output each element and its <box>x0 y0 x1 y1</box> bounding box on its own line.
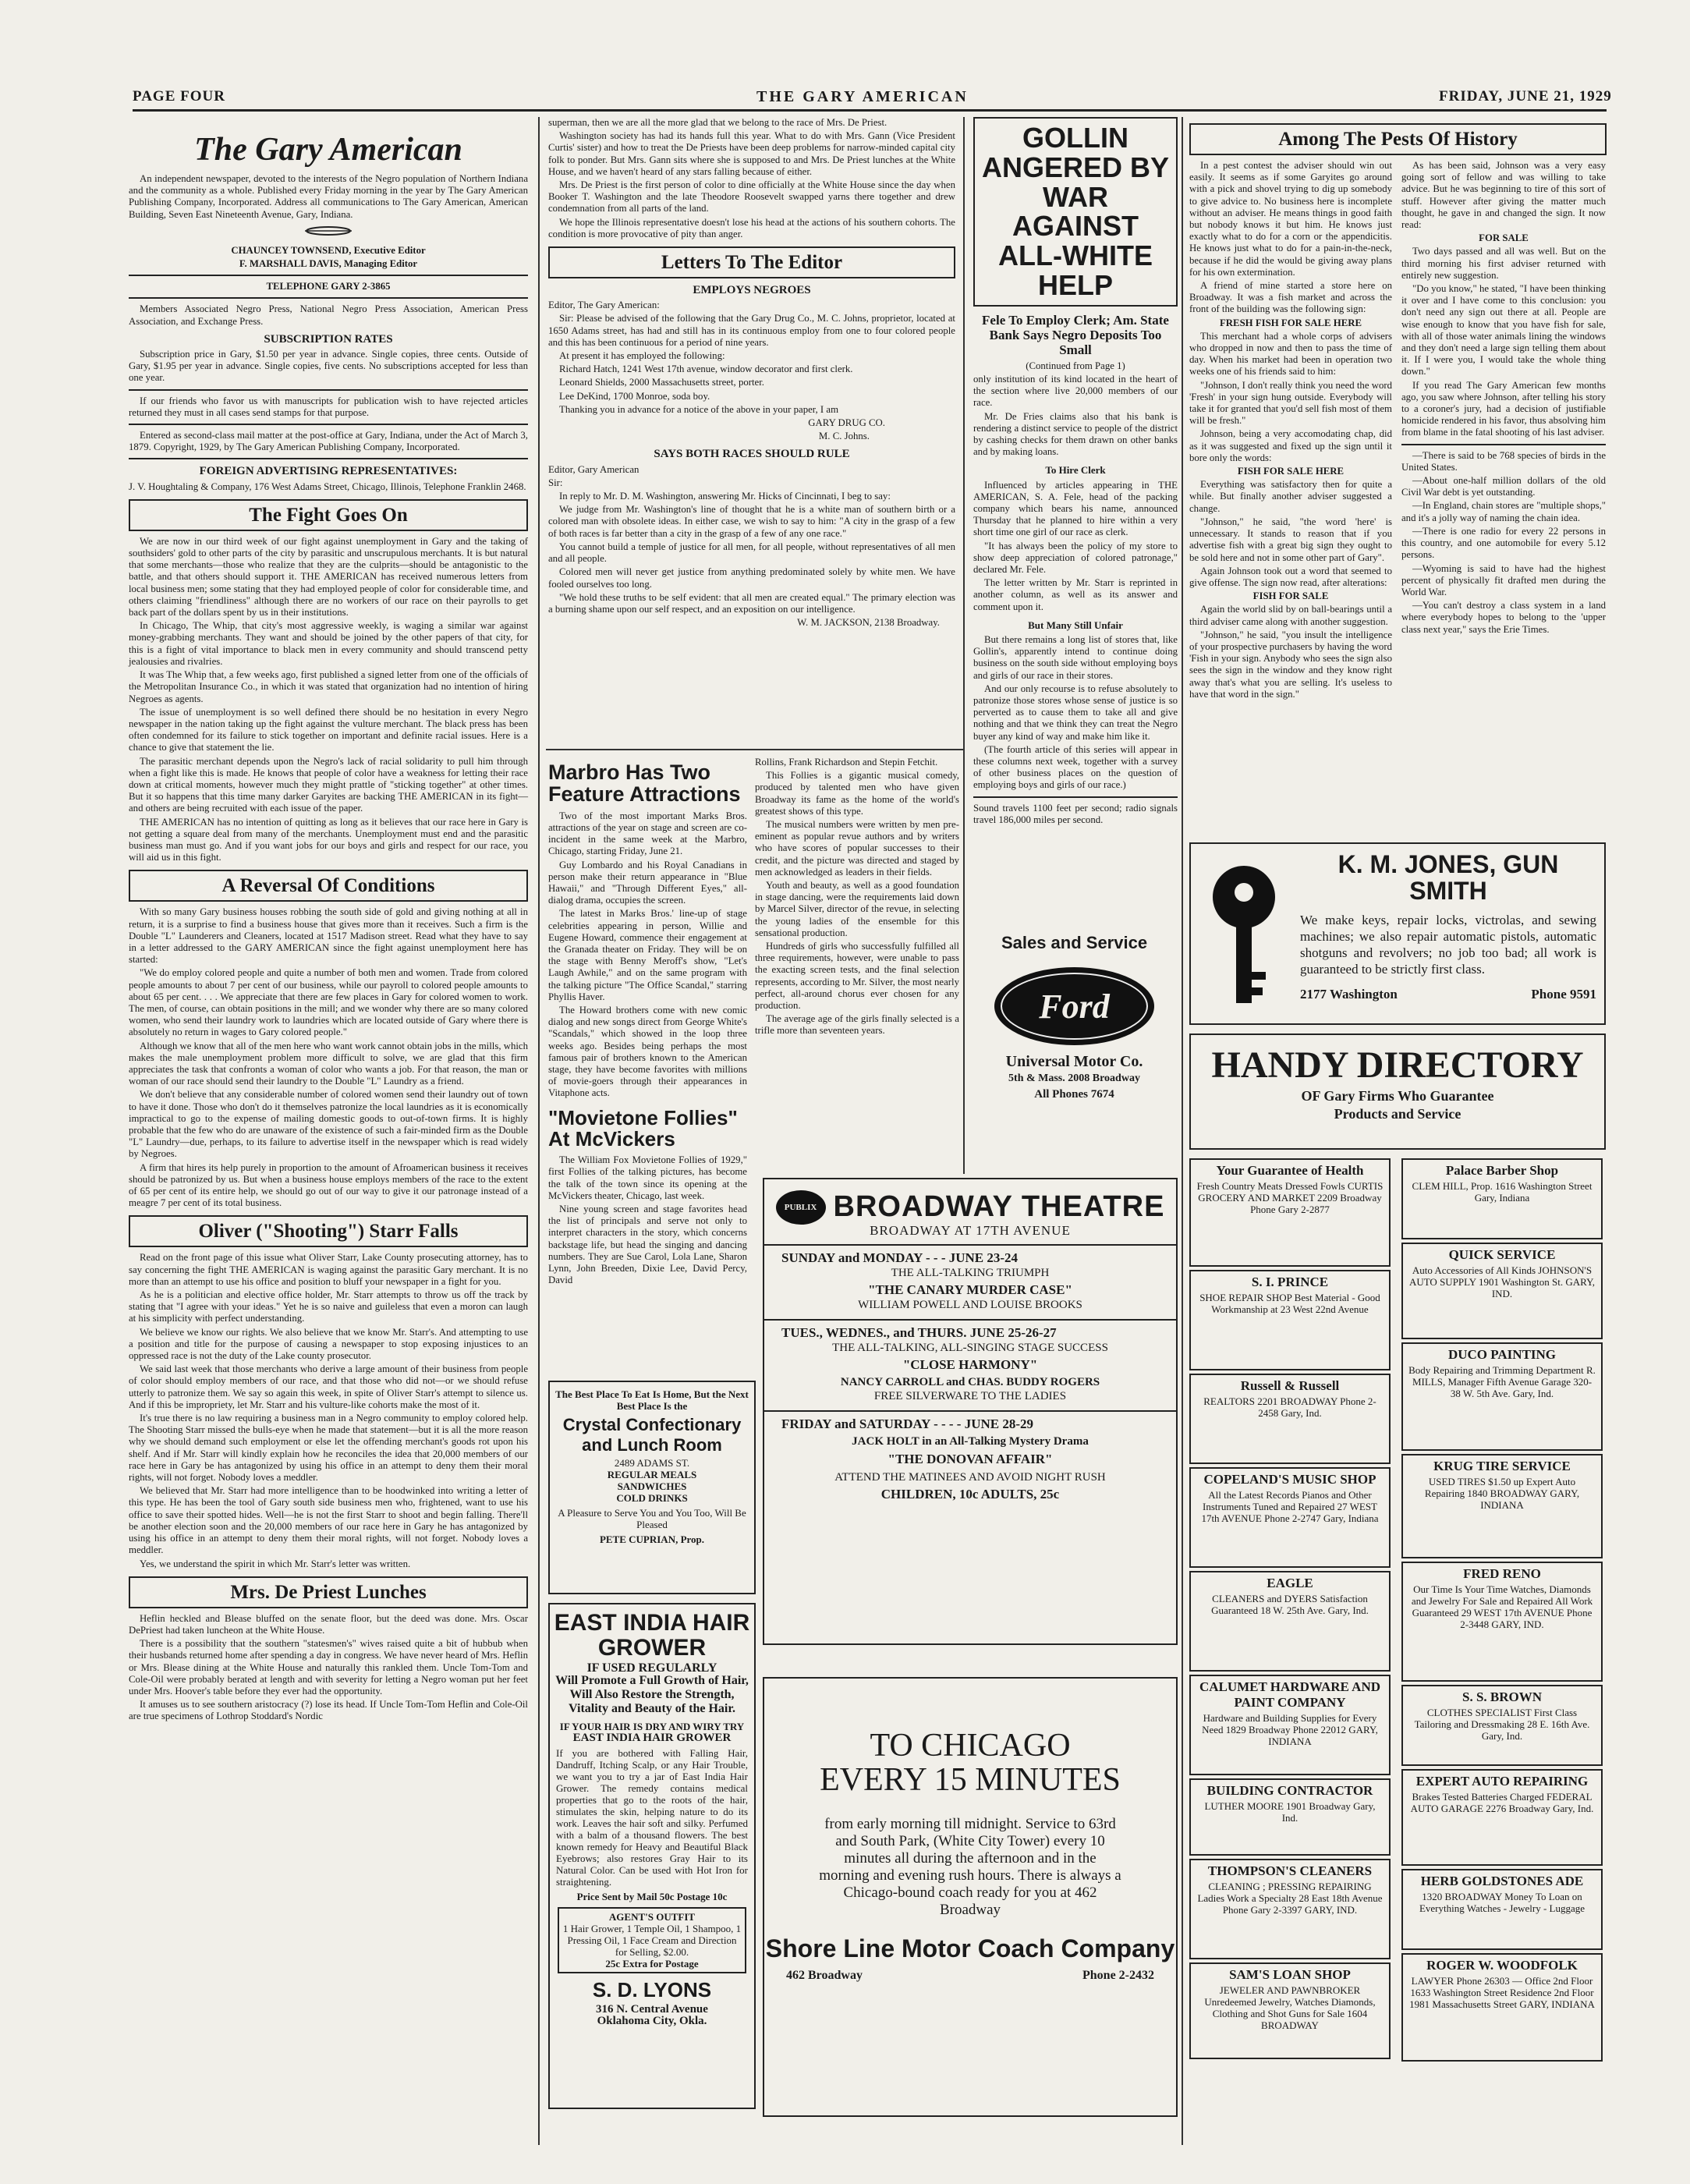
fight-headline: The Fight Goes On <box>129 499 528 531</box>
key-icon <box>1202 863 1286 1015</box>
directory-listing: EAGLE CLEANERS and DYERS Satisfaction Guaranteed 18 W. 25th Ave. Gary, Ind. <box>1189 1571 1391 1672</box>
handy-directory-banner: HANDY DIRECTORY OF Gary Firms Who Guarantee Products and Service <box>1189 1034 1606 1150</box>
jones-gunsmith-ad: K. M. JONES, GUN SMITH We make keys, repair locks, victrolas, and sewing machines; we also repair automatic pistols, automatic shotguns and revolvers; no job too bad; all work is guaranteed to be strictly first class. 2177 Washington Phone 9591 <box>1189 842 1606 1025</box>
directory-listing: COPELAND'S MUSIC SHOP All the Latest Records Pianos and Other Instruments Tuned and Repaired 27 WEST 17th AVENUE Phone 2-2747 Gary, Indiana <box>1189 1467 1391 1568</box>
gollin-article: GOLLIN ANGERED BY WAR AGAINST ALL-WHITE HELP Fele To Employ Clerk; Am. State Bank Says Negro Deposits Too Small (Continued from Page 1) only institution of its kind located in the heart of the section where live 20,000 members of our race. Mr. De Fries claims also that his bank is rendering a distinct service to people of the district by cashing checks for them drawn on other banks and by making loans. To Hire Clerk Influenced by articles appearing in THE AMERICAN, S. A. Fele, head of the packing company which bears his name, announced Thursday that he planned to hire within a very short time one girl of our race as clerk. "It has always been the policy of my store to show deep appreciation of colored patronage," declared Mr. Fele. The letter written by Mr. Starr is reprinted in another column, as well as its answer and comment upon it. But Many Still Unfair But there remains a long list of stores that, like Gollin's, apparently intend to continue doing business on the south side without employing boys and girls of our race in their stores. And our only recourse is to refuse absolutely to patronize those stores whose sense of justice is so perverted as to cause them to take all and give nothing and that we think they can treat the Negro buyer any kind of way and make him like it. (The fourth article of this series will appear in these columns next week, together with a survey of other business places on the question of employing boys and girls of our race.) Sound travels 1100 feet per second; radio signals travel 186,000 miles per second. <box>973 117 1178 928</box>
directory-listing: EXPERT AUTO REPAIRING Brakes Tested Batteries Charged FEDERAL AUTO GARAGE 2276 Broadway Gary, Ind. <box>1401 1769 1603 1866</box>
publix-badge: PUBLIX <box>776 1190 826 1225</box>
letter2-heading: SAYS BOTH RACES SHOULD RULE <box>654 448 850 461</box>
paper-name: THE GARY AMERICAN <box>756 88 969 105</box>
subscription-heading: SUBSCRIPTION RATES <box>264 332 393 346</box>
depriest-article: Heflin heckled and Blease bluffed on the senate floor, but the deed was done. Mrs. Oscar DePriest had taken luncheon at the White House. There is a possibility that the southern "statesmen's" wives raised quite a bit of hubbub when their husbands returned home after spending a day in congress. We have never heard of Mrs. Heflin or Mrs. Blease dining at the White House and naturally this rankled them. Uncle Tom-Tom and Cole-Oil were probably berated at length and with severity for letting a Negro woman put her feet under Mrs. Hoover's table before they ever had the opportunity. It amuses us to see southern aristocracy (?) lose its head. If Uncle Tom-Tom Heflin and Cole-Oil are true specimens of Lothrop Stoddard's Nordic <box>129 1612 528 1722</box>
masthead-intro: An independent newspaper, devoted to the interests of the Negro population of Northern Indiana and the community as a whole. Published every Friday morning in the year by The Gary American Publishing Company, Incorporated. Address all communications to The Gary American, American Building, Seven East Nineteenth Avenue, Gary, Indiana. <box>129 173 528 220</box>
reversal-headline: A Reversal Of Conditions <box>129 870 528 902</box>
foreign-representatives: J. V. Houghtaling & Company, 176 West Adams Street, Chicago, Illinois, Telephone Franklin 2468. <box>129 480 526 492</box>
directory-listing: S. S. BROWN CLOTHES SPECIALIST First Class Tailoring and Dressmaking 28 E. 16th Ave. Gary, Ind. <box>1401 1685 1603 1766</box>
shore-line-ad: TO CHICAGO EVERY 15 MINUTES from early morning till midnight. Service to 63rd and South Park, (White City Tower) every 10 minutes all during the afternoon and in the morning and evening rush hours. There is always a Chicago-bound coach ready for you at 462 Broadway Shore Line Motor Coach Company 462 Broadway Phone 2-2432 <box>763 1677 1178 2117</box>
letter1: Editor, The Gary American: Sir: Please be advised of the following that the Gary Drug Co., M. C. Johns, proprietor, located at 1650 Adams street, has had and still has in its continuous employ from one to four colored people and this has been continuous for a period of nine years. At present it has employed the following: Richard Hatch, 1241 West 17th avenue, window decorator and first clerk. Leonard Shields, 2000 Massachusetts street, porter. Lee DeKind, 1700 Monroe, soda boy. Thanking you in advance for a notice of the above in your paper, I am GARY DRUG CO. M. C. Johns. <box>548 300 955 442</box>
marbro-headline: Marbro Has Two Feature Attractions <box>548 760 741 807</box>
directory-listing: THOMPSON'S CLEANERS CLEANING ; PRESSING REPAIRING Ladies Work a Specialty 28 East 18th Avenue Phone Gary 2-3397 GARY, IND. <box>1189 1859 1391 1959</box>
theatre-name: BROADWAY THEATRE <box>833 1190 1165 1224</box>
letter2: Editor, Gary American Sir: In reply to Mr. D. M. Washington, answering Mr. Hicks of Cincinnati, I beg to say: We judge from Mr. Washington's line of thought that he is a white man of southern birth or a colored man with obsolete ideas. In either case, we wish to say to him: "A city in the grasp of a few of both races is far better than a city in the grasp of a few of any one race." You cannot build a temple of justice for all men, for all people, without representatives of all men and all people. Colored men will never get justice from anything predominated solely by white men. We have fooled ourselves too long. "We hold these truths to be self evident: that all men are created equal." The primary election was a burning shame upon our self respect, and an exposition on our intelligence. W. M. JACKSON, 2138 Broadway. <box>548 463 955 629</box>
east-india-hair-grower-ad: EAST INDIA HAIR GROWER IF USED REGULARLY Will Promote a Full Growth of Hair, Will Also Restore the Strength, Vitality and Beauty of the Hair. IF YOUR HAIR IS DRY AND WIRY TRY EAST INDIA HAIR GROWER If you are bothered with Falling Hair, Dandruff, Itching Scalp, or any Hair Trouble, we want you to try a jar of East India Hair Grower. The remedy contains medical properties that go to the roots of the hair, stimulates the skin, helping nature to do its work. Leaves the hair soft and silky. Perfumed with a balm of a thousand flowers. The best known remedy for Heavy and Beautiful Black Eyebrows; also restores Gray Hair to its Natural Color. Can be used with Hot Iron for straightening. Price Sent by Mail 50c Postage 10c AGENT'S OUTFIT 1 Hair Grower, 1 Temple Oil, 1 Shampoo, 1 Pressing Oil, 1 Face Cream and Direction for Selling, $2.00. 25c Extra for Postage S. D. LYONS 316 N. Central Avenue Oklahoma City, Okla. <box>548 1603 756 2109</box>
issue-date: FRIDAY, JUNE 21, 1929 <box>1439 88 1612 105</box>
directory-listing: KRUG TIRE SERVICE USED TIRES $1.50 up Expert Auto Repairing 1840 BROADWAY GARY, INDIANA <box>1401 1454 1603 1558</box>
subscription-rates: Subscription price in Gary, $1.50 per year in advance. Single copies, three cents. Outside of Gary, $1.95 per year in advance. Single copies, five cents. No subscriptions accepted for less than one year. <box>129 349 528 384</box>
telephone: TELEPHONE GARY 2-3865 <box>266 281 391 292</box>
letters-headline: Letters To The Editor <box>548 246 955 278</box>
manuscript-notice: If our friends who favor us with manuscripts for publication wish to have rejected articles returned they must in all cases send stamps for that purpose. <box>129 395 528 418</box>
center-column-top <box>548 117 955 725</box>
directory-listing: HERB GOLDSTONES ADE 1320 BROADWAY Money To Loan on Everything Watches - Jewelry - Luggage <box>1401 1869 1603 1950</box>
executive-editor: CHAUNCEY TOWNSEND, Executive Editor <box>231 244 426 256</box>
oliver-headline: Oliver ("Shooting") Starr Falls <box>129 1215 528 1247</box>
page-number: PAGE FOUR <box>133 88 225 105</box>
header-rule <box>133 109 1607 112</box>
fight-article: We are now in our third week of our fight against unemployment in Gary and the taking of southsiders' gold to other parts of the city by parasitic and unscrupulous merchants. It is but natural that some merchants—those who realize that they are the culprits—should be antagonistic to the battle, and that others should support it. THE AMERICAN has received numerous letters from local business men; some stating that they had employed people of color for considerable time, and others claiming "friendliness" although there are no workers of our race on their payrolls to get back part of the dollars spent by us in their institutions. In Chicago, The Whip, that city's most aggressive weekly, is waging a similar war against money-grabbing merchants. They want and should be joined by the other papers of that city, for this is a fight of vital importance to black men in every community and should transcend petty jealousies and rivalries. It was The Whip that, a few weeks ago, first published a signed letter from one of the officials of the Metropolitan Insurance Co., in which it was stated that organization had no intention of hiring Negroes as agents. The issue of unemployment is so well defined there should be no hesitation in every Negro newspaper in the nation taking up the fight against the vulture merchant. The black press has been often condemned for its failure to stick together on important and definite racial issues. Here is a chance to give that statement the lie. The parasitic merchant depends upon the Negro's lack of racial solidarity to pull him through when a fight like this is made. He knows that people of color have a weakness for letting their race down at critical moments, however much they might prattle of "sticking together" at other times. But it so happens that this time many darker Garyites are backing THE AMERICAN in its fight—and others are being recruited with each issue of the paper. THE AMERICAN has no intention of quitting as long as it believes that our race here in Gary is not getting a square deal from many of the merchants. Unemployment must end and the parasitic business man must go. And if you want jobs for our boys and girls and respect for our race, you will aid us in this fight. <box>129 535 528 863</box>
directory-listing: Your Guarantee of Health Fresh Country Meats Dressed Fowls CURTIS GROCERY AND MARKET 2209 Broadway Phone Gary 2-2877 <box>1189 1158 1391 1267</box>
members-notice: Members Associated Negro Press, National Negro Press Association, American Press Association, and Exchange Press. <box>129 303 528 327</box>
movietone-continued: Rollins, Frank Richardson and Stepin Fetchit. This Follies is a gigantic musical comedy, produced by talented men who have given Broadway its fame as the home of the world's greatest shows of this type. The musical numbers were written by men pre-eminent as popular revue authors and by writers who have scores of popular successes to their credit, and the picture was directed and staged by men acknowledged as leaders in their fields. Youth and beauty, as well as a good foundation in stage dancing, were the requirements laid down by Marcel Silver, director of the revue, in selecting the young ladies of the ensemble for this sensational production. Hundreds of girls who successfully fulfilled all three requirements, however, were unable to pass the exacting screen tests, and the final selection represents, according to Mr. Silver, the most nearly perfect, all-around chorus ever chosen for any production. The average age of the girls finally selected is a trifle more than seventeen years. <box>755 757 959 1037</box>
reversal-article: With so many Gary business houses robbing the south side of gold and giving nothing at all in return, it is a surprise to find a business house that gives more than it receives. Such a firm is the Double "L" Launderers and Cleaners, located at 1517 Madison street. Read what they have to say in a letter addressed to the GARY AMERICAN since the fight against unemployment here has started: "We do employ colored people and quite a number of both men and women. Trade from colored people amounts to about 7 per cent of our business, while our payroll to colored people amounts to about 65 per cent. . . . We appreciate that there are few places in Gary for colored women to work. The men, of course, can obtain positions in the mill; and we wonder why there are so many colored women, who send their laundry work to laundries which are located outside of Gary where there is absolutely no return in wages to Gary colored people." Although we know that all of the men here who want work cannot obtain jobs in the mills, which makes the male unemployment problem more difficult to solve, we are glad that this firm appreciates the task that confronts a woman of color who wants a job. For that reason, the man or woman of our race should send their laundry to the Double "L" Laundry as a friend. We don't believe that any considerable number of colored women send their laundry out of town to have it done. Those who don't do it themselves patronize the local laundries as it is economically impractical to go to the expense of mailing domestic goods to out-of-town firms. It is highly probable that the few who do are unaware of the existence of such a fair-minded firm as the Double "L" Laundry—due, perhaps, to its failure to advertise itself in the newspaper which is read widely by Negroes. A firm that hires its help purely in proportion to the amount of Afroamerican business it receives should be patronized by us. But when a business house employs members of the race to the extent of 65 per cent of its entire help, we should go out of our way to give it our patronage instead of a meagre 7 per cent of its total business. <box>129 906 528 1209</box>
editorial-column <box>129 117 528 2145</box>
gollin-headline: GOLLIN ANGERED BY WAR AGAINST ALL-WHITE HELP <box>981 122 1170 301</box>
directory-listing: Russell & Russell REALTORS 2201 BROADWAY Phone 2-2458 Gary, Ind. <box>1189 1374 1391 1464</box>
directory-listing: SAM'S LOAN SHOP JEWELER AND PAWNBROKER Unredeemed Jewelry, Watches Diamonds, Clothing and Shot Guns for Sale 1604 BROADWAY <box>1189 1962 1391 2059</box>
pests-headline: Among The Pests Of History <box>1189 123 1607 155</box>
marbro-article: Marbro Has Two Feature Attractions Two of the most important Marks Bros. attractions of the year on stage and screen are co-incident in the same week at the Marbro, Chicago, starting Friday, June 21. Guy Lombardo and his Royal Canadians in person make their return appearance in "Blue Hawaii," and "Through Different Eyes," all-dialog drama, occupies the screen. The latest in Marks Bros.' line-up of stage celebrities appearing in person, Willie and Eugene Howard, commence their engagement at the Granada theater on Friday. They will be on the stage with Benny Meroff's show, "Let's Laugh Awhile," and on the same program with the talking picture "The Office Scandal," starring Phyllis Haver. The Howard brothers come with new comic dialog and new songs direct from George White's "Scandals," which showed in the loop three weeks ago. Besides being perhaps the most famous pair of brothers known to the American stage, they have become favorites with millions of movie-goers through their appearances in Vitaphone acts. "Movietone Follies" At McVickers The William Fox Movietone Follies of 1929," first Follies of the talking pictures, has become the talk of the town since its opening at the McVickers theater, Chicago, last week. Nine young screen and stage favorites head the list of principals and serve not only to interpret characters in the story, which concerns backstage life, but head the singing and dancing numbers. They are Sue Carol, Lola Lane, Sharon Lynn, John Breeden, Dixie Lee, David Percy, David <box>548 760 747 1286</box>
oliver-article: Read on the front page of this issue what Oliver Starr, Lake County prosecuting attorney, has to say concerning the fight THE AMERICAN is waging against the parasitic Gary merchant. It is no more than an attempt to use his office and position to bluff your newspaper in a fight for you. As he is a politician and elective office holder, Mr. Starr attempts to throw us off the track by stating that "I agree with your ideas." Yet he is so naive and guileless that even a moron can laugh at his simplicity with perfect understanding. We believe we know our rights. We also believe that we know Mr. Starr's. And attempting to use a position and title for the purpose of causing a newspaper to stop exposing injustices to an oppressed race is not the duty of the Lake county prosecutor. We said last week that those merchants who derive a large amount of their business from people of color should employ members of our race, and that those who did not—or we should refuse utterly to patronize them. We say so again this week, in spite of Oliver Starr's attempt to silence us. And if this be impropriety, let Mr. Starr and his vulture-like cohorts make the most of it. It's true there is no law requiring a business man in a Negro community to employ colored help. The Shooting Starr missed the bulls-eye when he made that statement—but it is all the more reason why we should demand such employment or else let the offending merchant's goods rot upon his shelf. And if Mr. Starr will kindly explain how he reconciles the idea that 20,000 members of our race here in Gary be has antagonized by using his office in an attempt to deny them their moral rights, will not forget. Nobody loves a meddler. We believed that Mr. Starr had more intelligence than to be hoodwinked into writing a letter of this type. He has been the tool of Gary south side business men who, frightened, want to use his office to save their spotted hides. Well—he is not the first Starr to shoot and begin falling. There'll be another election soon and the 20,000 members of our race here in Gary he has antagonized by using his office in an attempt to deny them their moral rights, will not forget. Nobody loves a meddler. Yes, we understand the spirit in which Mr. Starr's letter was written. <box>129 1252 528 1569</box>
directory-listing: FRED RENO Our Time Is Your Time Watches, Diamonds and Jewelry For Sale and Repaired All Work Guaranteed 29 WEST 17th AVENUE Phone 2-3448 GARY, IND. <box>1401 1562 1603 1682</box>
eagle-ornament <box>129 225 528 240</box>
depriest-headline: Mrs. De Priest Lunches <box>129 1576 528 1608</box>
movietone-headline: "Movietone Follies" At McVickers <box>548 1105 738 1150</box>
depriest-continued: superman, then we are all the more glad that we belong to the race of Mrs. De Priest. Washington society has had its hands full this year. What to do with Mrs. Gann (Vice President Curtis' sister) and how to treat the De Priests have been deep problems for narrow-minded capital city folk to ponder. But Mrs. Gann sits where she is supposed to and Mrs. De Priest lunches at the White House, and we haven't heard of any stars falling because of either. Mrs. De Priest is the first person of color to dine officially at the White House since the day when Booker T. Washington and the late Theodore Roosevelt swapped yarns there together and drew condemnation from all parts of the land. We hope the Illinois representative doesn't lose his head at the actions of his southern cohorts. The condition is more provocative of pity than anger. <box>548 117 955 239</box>
directory-listing: DUCO PAINTING Body Repairing and Trimming Department R. MILLS, Manager Fifth Avenue Garage 320-38 W. 5th Ave. Gary, Ind. <box>1401 1342 1603 1451</box>
masthead-title: The Gary American <box>194 132 462 168</box>
broadway-theatre-ad: PUBLIX BROADWAY THEATRE BROADWAY AT 17TH AVENUE SUNDAY and MONDAY - - - JUNE 23-24 THE ALL-TALKING TRIUMPH "THE CANARY MURDER CASE" WILLIAM POWELL AND LOUISE BROOKS TUES., WEDNES., and THURS. JUNE 25-26-27 THE ALL-TALKING, ALL-SINGING STAGE SUCCESS "CLOSE HARMONY" NANCY CARROLL and CHAS. BUDDY ROGERS FREE SILVERWARE TO THE LADIES FRIDAY and SATURDAY - - - - JUNE 28-29 JACK HOLT in an All-Talking Mystery Drama "THE DONOVAN AFFAIR" ATTEND THE MATINEES AND AVOID NIGHT RUSH CHILDREN, 10c ADULTS, 25c <box>763 1178 1178 1645</box>
crystal-confectionary-ad: The Best Place To Eat Is Home, But the Next Best Place Is the Crystal Confectionary and Lunch Room 2489 ADAMS ST. REGULAR MEALS SANDWICHES COLD DRINKS A Pleasure to Serve You and You Too, Will Be Pleased PETE CUPRIAN, Prop. <box>548 1381 756 1594</box>
gollin-deck: Fele To Employ Clerk; Am. State Bank Says Negro Deposits Too Small <box>982 312 1169 357</box>
entry-notice: Entered as second-class mail matter at the post-office at Gary, Indiana, under the Act of March 3, 1879. Copyright, 1929, by The Gary American Publishing Company, Incorporated. <box>129 430 528 453</box>
directory-listing: ROGER W. WOODFOLK LAWYER Phone 26303 — Office 2nd Floor 1633 Washington Street Residence 2nd Floor 1981 Massachusetts Street GARY, INDIANA <box>1401 1953 1603 2062</box>
directory-listing: Palace Barber Shop CLEM HILL, Prop. 1616 Washington Street Gary, Indiana <box>1401 1158 1603 1239</box>
directory-listing: QUICK SERVICE Auto Accessories of All Kinds JOHNSON'S AUTO SUPPLY 1901 Washington St. GARY, IND. <box>1401 1243 1603 1339</box>
ford-logo: Ford <box>994 967 1154 1045</box>
directory-listing: BUILDING CONTRACTOR LUTHER MOORE 1901 Broadway Gary, Ind. <box>1189 1778 1391 1856</box>
ford-ad: Sales and Service Ford Universal Motor Co. 5th & Mass. 2008 Broadway All Phones 7674 <box>975 920 1174 1166</box>
foreign-heading: FOREIGN ADVERTISING REPRESENTATIVES: <box>199 465 458 478</box>
directory-listing: S. I. PRINCE SHOE REPAIR SHOP Best Material - Good Workmanship at 23 West 22nd Avenue <box>1189 1270 1391 1370</box>
letter1-heading: EMPLOYS NEGROES <box>693 284 811 297</box>
managing-editor: F. MARSHALL DAVIS, Managing Editor <box>239 258 418 270</box>
directory-listing: CALUMET HARDWARE AND PAINT COMPANY Hardware and Building Supplies for Every Need 1829 Broadway Phone 22012 GARY, INDIANA <box>1189 1675 1391 1775</box>
pests-column: Among The Pests Of History In a pest contest the adviser should win out easily. It seems as if some Garyites go around with a pick and shovel trying to dig up somebody to give advice to. No business here is incomplete without an adviser. He means things in good faith but nobody knows it but him. He knows just exactly what to do for a corn or the appendicitis. He knows just what to do for a pain-in-the-neck, because if he did the would be giving away plans for his own extermination. A friend of mine started a store here on Broadway. It was a fish market and across the front of the building was the following sign: FRESH FISH FOR SALE HERE This merchant had a whole corps of advisers who dropped in now and then to pass the time of day. When his market had been in operation two weeks one of his friends said to him: "Johnson, I don't really think you need the word 'Fresh' in your sign hung outside. Everybody will take it for granted that you'd sell fish most of them will be fresh." Johnson, being a very accomodating chap, did as it was suggested and fixed up the sign until it bore only the words: FISH FOR SALE HERE Everything was satisfactory then for quite a while. But finally another adviser suggested a change. "Johnson," he said, "the word 'here' is unnecessary. It stands to reason that if you advertise fish with a great big sign they ought to be sold here and not in some other part of Gary". Again Johnson took out a word that seemed to give offense. The sign now read, after alterations: FISH FOR SALE Again the world slid by on ball-bearings until a third adviser came along with another suggestion. "Johnson," he said, "you insult the intelligence of your prospective purchasers by having the word 'Fish in your sign. Anybody who sees the sign also sees the sign in the window and they know right away that's what you are selling. It's useless to have that word in the sign." As has been said, Johnson was a very easy going sort of fellow and was willing to take advice. But he was beginning to tire of this sort of stuff. However after giving the matter much thought, he gave in and changed the sign. It now read: FOR SALE Two days passed and all was well. But on the third morning his first adviser returned with entirely new suggestion. "Do you know," he stated, "I have been thinking it over and I have come to this conclusion: you don't need any sign out there at all. People are wise enough to know that you have fish for sale, with all of those water animals lining the windows and they don't need a large sign telling them about it. If I were you, I would take the whole thing down." If you read The Gary American few months ago, you saw where Johnson, after telling his story to a coroner's jury, had a decision of justifiable homicide rendered in his favor, thus absolving him from blame in the fatal shooting of his last adviser. —There is said to be 768 species of birds in the United States. —About one-half million dollars of the old Civil War debt is yet outstanding. —In England, chain stores are "multiple shops," and it's a jolly way of naming the chain idea. —There is one radio for every 22 persons in this country, and one automobile for every 5.12 persons. —Wyoming is said to have had the highest percent of physically fit drafted men during the World War. —You can't destroy a class system in a land where everybody hopes to belong to the 'upper class next year," says the Erie Times. <box>1189 117 1607 858</box>
